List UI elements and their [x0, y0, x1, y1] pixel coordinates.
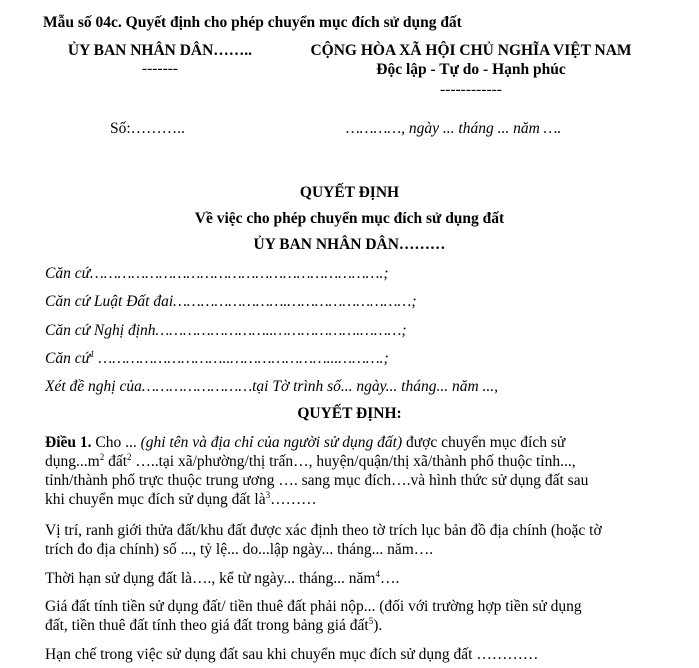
land-price-line-1: Giá đất tính tiền sử dụng đất/ tiền thuê đất phải nộp... (đối với trường hợp tiền sử dụng	[45, 598, 582, 615]
article-1-line-1: Điều 1. Cho ... (ghi tên và địa chỉ của người sử dụng đất) được chuyển mục đích sử	[45, 434, 566, 451]
article-1-line-3: tỉnh/thành phố trực thuộc trung ương …. sang mục đích….và hình thức sử dụng đất sau	[45, 472, 589, 489]
article-1-line-2: $dụng...m^2$ đất$^2$ …..tại xã/phường/thị trấn…, huyện/quận/thị xã/thành phố thuộc tỉnh...,	[45, 451, 576, 470]
legal-basis-decree: Căn cứ Nghị định……………………..……………….………;	[45, 322, 407, 339]
form-title: Mẫu số 04c. Quyết định cho phép chuyển mục đích sử dụng đất	[43, 14, 462, 31]
footnote-ref-5: 5	[368, 615, 374, 626]
country-name: CỘNG HÒA XÃ HỘI CHỦ NGHĨA VIỆT NAM	[310, 42, 632, 59]
land-use-term: Thời hạn sử dụng đất là…., kể từ ngày... tháng... năm$^4$….	[45, 568, 400, 587]
legal-basis-4: Căn cứ$^1$ ………………………..…………………...……….;	[45, 348, 389, 367]
decision-heading: QUYẾT ĐỊNH:	[297, 405, 402, 422]
location-line-2: trích đo địa chính) số ..., tỷ lệ... do...lập ngày... tháng... năm….	[45, 541, 434, 558]
document-number: Số:………..	[110, 120, 185, 137]
footnote-ref-3: 3	[265, 489, 271, 500]
usage-restriction: Hạn chế trong việc sử dụng đất sau khi chuyển mục đích sử dụng đất …………	[45, 646, 539, 663]
location-line-1: Vị trí, ranh giới thửa đất/khu đất được xác định theo tờ trích lục bản đồ địa chính (hoặc tờ	[45, 522, 602, 539]
legal-basis-1: Căn cứ……………………………………………………….;	[45, 265, 389, 282]
header-left-divider: -------	[141, 60, 179, 77]
legal-basis-land-law: Căn cứ Luật Đất đai…………………….………………………;	[45, 293, 417, 310]
proposal-consideration: Xét đề nghị của……………………tại Tờ trình số... ngày... tháng... năm ...,	[45, 378, 499, 395]
footnote-ref-1: 1	[90, 348, 95, 359]
header-right-divider: ------------	[440, 81, 502, 98]
footnote-ref-2: 2	[127, 451, 132, 462]
footnote-ref-4: 4	[375, 568, 380, 579]
decision-title: QUYẾT ĐỊNH	[299, 184, 400, 201]
decision-subject: Về việc cho phép chuyển mục đích sử dụng đất	[194, 210, 505, 227]
document-date: …………, ngày ... tháng ... năm ….	[346, 120, 562, 137]
article-1-label: Điều 1.	[45, 434, 92, 451]
land-price-line-2: đất, tiền thuê đất tính theo giá đất trong bảng giá đất$^5$).	[45, 615, 383, 634]
deciding-authority: ỦY BAN NHÂN DÂN………	[253, 236, 446, 253]
issuing-authority: ỦY BAN NHÂN DÂN……..	[67, 42, 253, 59]
country-motto: Độc lập - Tự do - Hạnh phúc	[376, 61, 566, 78]
article-1-line-4: khi chuyển mục đích sử dụng đất $là^3\dots\dots\dots$	[45, 489, 317, 508]
